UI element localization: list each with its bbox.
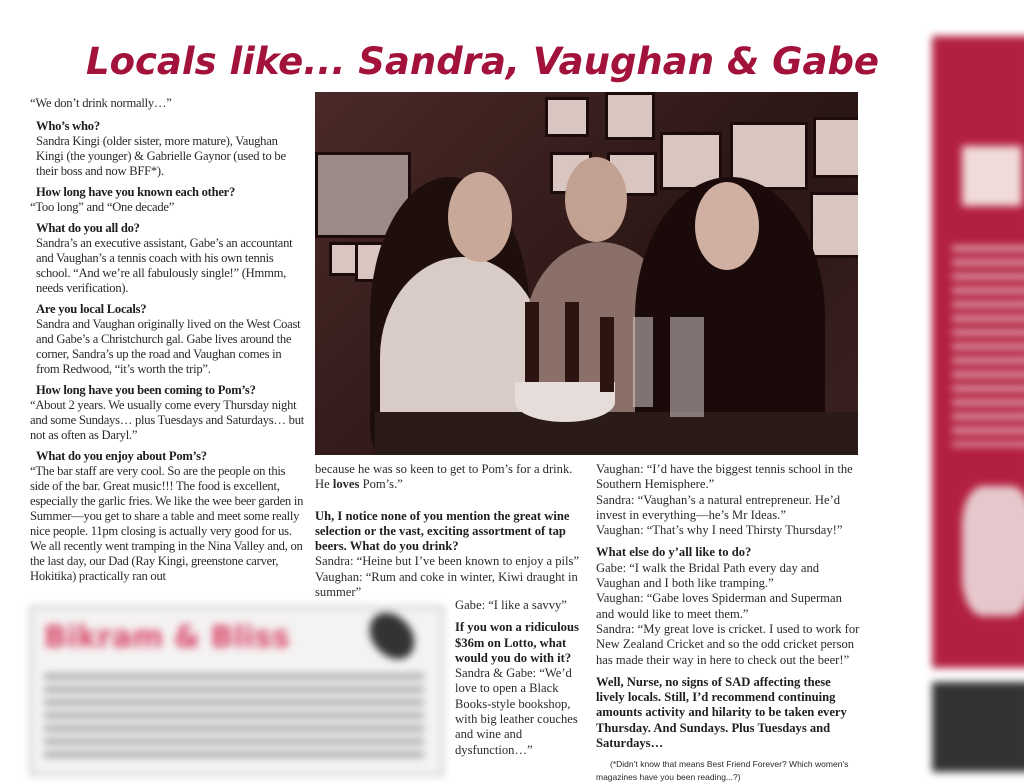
question: Are you local Locals?	[36, 302, 147, 316]
left-column	[30, 96, 304, 590]
qa-item	[36, 119, 304, 179]
question: Who’s who?	[36, 119, 100, 133]
question: What do you enjoy about Pom’s?	[36, 449, 207, 463]
qa-item	[30, 185, 304, 215]
continued-text-end: Pom’s.”	[359, 477, 403, 492]
continued-text: because he was so keen to get to Pom’s for a drink. He	[315, 462, 573, 492]
dialogue-line: Vaughan: “Gabe loves Spiderman and Superman and would like to meet them.”	[596, 591, 842, 621]
question: How long have you been coming to Pom’s?	[36, 383, 256, 397]
bikram-bliss-ad	[30, 606, 444, 776]
answer-lotto: Sandra & Gabe: “We’d love to open a Black Books-style bookshop, with big leather couches and wine and dysfunction…”	[455, 666, 578, 757]
middle-subcolumn	[455, 598, 585, 758]
answer: Sandra’s an executive assistant, Gabe’s an accountant and Vaughan’s a tennis coach with his own tennis school. “And we’re all fabulously single!” (Hmmm, needs verification).	[36, 236, 293, 295]
ad-title: Bikram & Bliss	[44, 620, 290, 655]
question-lotto: If you won a ridiculous $36m on Lotto, what would you do with it?	[455, 620, 579, 665]
answer-gabe: Gabe: “I like a savvy”	[455, 598, 567, 612]
question-else: What else do y’all like to do?	[596, 545, 752, 560]
side-advert	[932, 36, 1024, 668]
side-advert-lower	[932, 682, 1024, 772]
middle-column	[315, 462, 587, 600]
question-drink: Uh, I notice none of you mention the great wine selection or the vast, exciting assortment of tap beers. What do you drink?	[315, 508, 570, 554]
closing-remark: Well, Nurse, no signs of SAD affecting these lively locals. Still, I’d recommend continuing amounts activity and hilarity to be taken every Thursday. And Sundays. Plus Tuesdays and Saturdays…	[596, 674, 847, 751]
qa-item	[30, 449, 304, 584]
question: How long have you known each other?	[36, 185, 236, 199]
answer: Sandra and Vaughan originally lived on the West Coast and Gabe’s a Christchurch gal. Gabe lives around the corner, Sandra’s up the road and Vaughan comes in from Redwood, “it’s worth the trip”.	[36, 317, 301, 376]
dialogue-line: Vaughan: “That’s why I need Thirsty Thursday!”	[596, 523, 843, 538]
footnote: (*Didn’t know that means Best Friend Forever? Which women’s magazines have you been reading...?)	[596, 759, 849, 783]
answer: “Too long” and “One decade”	[30, 200, 175, 214]
intro-quote: “We don’t drink normally…”	[30, 96, 172, 110]
answer: Sandra Kingi (older sister, more mature), Vaughan Kingi (the younger) & Gabrielle Gaynor (used to be their boss and now BFF*).	[36, 134, 286, 178]
qa-item	[36, 302, 304, 377]
answer: “The bar staff are very cool. So are the people on this side of the bar. Great music!!! The food is excellent, especially the garlic fries. We like the wee beer garden in Summer—you get to share a table and meet some really nice people. 11pm closing is actually very good for us. We all recently went tramping in the Nina Valley and, on the last day, our Dad (Ray Kingi, greenstone carver, Hokitika) practically ran out	[30, 464, 304, 583]
page-title: Locals like... Sandra, Vaughan & Gabe	[86, 40, 880, 83]
emphasis: loves	[332, 477, 360, 492]
answer: “About 2 years. We usually come every Thursday night and some Sundays… plus Tuesdays and Saturdays… but not as often as Daryl.”	[30, 398, 305, 442]
dialogue-line: Gabe: “I walk the Bridal Path every day and Vaughan and I both like tramping.”	[596, 560, 820, 591]
group-photo	[315, 92, 858, 455]
answer-sandra: Sandra: “Heine but I’ve been known to enjoy a pils”	[315, 554, 580, 569]
qa-item	[36, 221, 304, 296]
qa-item	[30, 383, 305, 443]
answer-vaughan: Vaughan: “Rum and coke in winter, Kiwi draught in summer”	[315, 569, 578, 600]
question: What do you all do?	[36, 221, 140, 235]
dialogue-line: Sandra: “My great love is cricket. I used to work for New Zealand Cricket and so the odd cricket person has made their way in here to check out the beer!”	[596, 621, 860, 667]
dialogue-line: Vaughan: “I’d have the biggest tennis school in the Southern Hemisphere.”	[596, 462, 853, 492]
dialogue-line: Sandra: “Vaughan’s a natural entrepreneur. He’d invest in everything—he’s Mr Ideas.”	[596, 492, 841, 522]
right-column	[596, 462, 862, 784]
